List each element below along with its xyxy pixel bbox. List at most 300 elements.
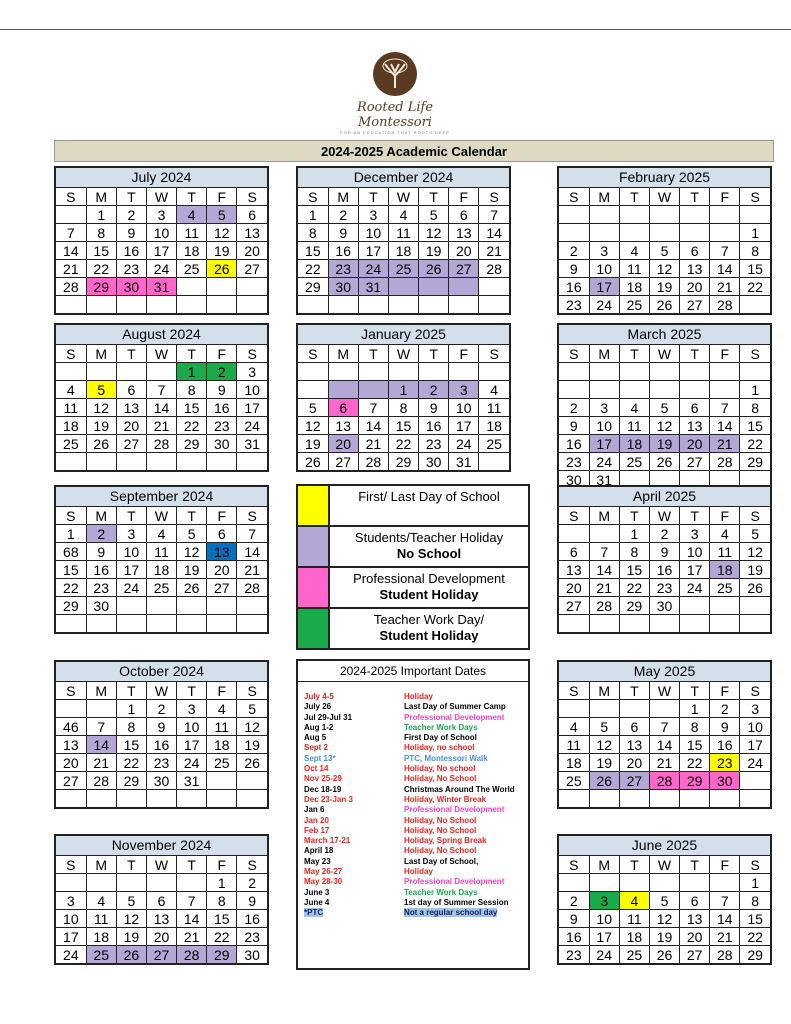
legend-item [298, 527, 528, 568]
day-cell: 19 [116, 928, 146, 946]
month-name: February 2025 [559, 168, 770, 188]
day-cell: 30 [207, 435, 237, 453]
day-cell [619, 363, 649, 381]
day-cell: 18 [619, 278, 649, 296]
weekday-header: T [116, 682, 146, 700]
day-cell [710, 206, 740, 224]
day-cell: 9 [116, 224, 146, 242]
month-mar [557, 323, 772, 490]
day-cell: 22 [388, 435, 418, 453]
day-cell: 7 [479, 206, 509, 224]
top-rule [0, 29, 791, 30]
day-cell [680, 597, 710, 615]
day-cell: 27 [146, 946, 176, 964]
weekday-header: S [298, 188, 328, 206]
important-date-row [304, 764, 528, 774]
logo-name: Rooted Life Montessori [356, 100, 434, 130]
day-cell: 16 [710, 736, 740, 754]
day-cell: 13 [237, 224, 267, 242]
weekday-header: T [177, 507, 207, 525]
day-cell [419, 278, 449, 296]
weekday-header: S [740, 188, 770, 206]
day-cell: 9 [559, 260, 589, 278]
day-cell [146, 453, 176, 471]
day-cell [298, 296, 328, 314]
day-cell [86, 615, 116, 633]
day-cell [589, 615, 619, 633]
legend-swatch [298, 527, 330, 566]
day-cell: 24 [589, 296, 619, 314]
day-cell: 31 [146, 278, 176, 296]
legend-label [330, 527, 528, 566]
day-cell [449, 296, 479, 314]
day-cell: 11 [479, 399, 509, 417]
important-event: Holiday, No School [404, 846, 477, 856]
day-cell: 3 [56, 892, 86, 910]
day-cell: 26 [116, 946, 146, 964]
day-cell: 13 [328, 417, 358, 435]
month-jun [557, 834, 772, 965]
day-cell: 13 [146, 910, 176, 928]
day-cell: 8 [298, 224, 328, 242]
day-cell: 17 [177, 736, 207, 754]
day-cell: 18 [146, 561, 176, 579]
weekday-header: S [298, 345, 328, 363]
day-cell: 20 [680, 435, 710, 453]
day-cell: 17 [116, 561, 146, 579]
day-cell: 22 [680, 754, 710, 772]
day-cell [237, 597, 267, 615]
weekday-header: T [419, 345, 449, 363]
weekday-header: S [740, 682, 770, 700]
day-cell: 5 [740, 525, 770, 543]
day-cell: 20 [116, 417, 146, 435]
important-date: Aug 5 [304, 733, 327, 743]
day-cell: 18 [619, 928, 649, 946]
day-cell [237, 615, 267, 633]
day-cell: 29 [207, 946, 237, 964]
day-cell: 19 [207, 242, 237, 260]
important-date: May 26-27 [304, 867, 343, 877]
day-cell: 23 [328, 260, 358, 278]
important-event: Holiday, Winter Break [404, 794, 487, 804]
month-jul [54, 166, 269, 315]
day-cell [207, 790, 237, 808]
day-cell: 3 [589, 242, 619, 260]
day-cell [740, 772, 770, 790]
day-cell [207, 615, 237, 633]
day-cell: 21 [56, 260, 86, 278]
day-cell: 4 [619, 242, 649, 260]
day-cell: 18 [479, 417, 509, 435]
day-cell: 17 [589, 435, 619, 453]
day-cell: 20 [56, 754, 86, 772]
important-date-row [304, 908, 528, 918]
day-cell: 10 [449, 399, 479, 417]
day-cell: 16 [207, 399, 237, 417]
important-event: Teacher Work Days [404, 887, 478, 897]
day-cell: 3 [116, 525, 146, 543]
day-cell: 12 [649, 260, 679, 278]
day-cell [649, 206, 679, 224]
day-cell [177, 296, 207, 314]
day-cell: 5 [649, 399, 679, 417]
important-date-row [304, 846, 528, 856]
legend-swatch [298, 486, 330, 525]
day-cell: 16 [559, 278, 589, 296]
day-cell: 20 [559, 579, 589, 597]
day-cell: 14 [86, 736, 116, 754]
day-cell: 19 [649, 278, 679, 296]
weekday-header: W [388, 188, 418, 206]
day-cell: 17 [358, 242, 388, 260]
day-cell: 18 [177, 242, 207, 260]
day-cell: 24 [116, 579, 146, 597]
day-cell: 14 [237, 543, 267, 561]
day-cell: 3 [358, 206, 388, 224]
day-cell: 27 [559, 597, 589, 615]
day-cell [559, 700, 589, 718]
day-cell [680, 224, 710, 242]
day-cell: 10 [740, 718, 770, 736]
weekday-header: F [710, 188, 740, 206]
weekday-header: F [207, 345, 237, 363]
weekday-header: S [56, 856, 86, 874]
day-cell: 30 [237, 946, 267, 964]
weekday-header: T [680, 682, 710, 700]
day-cell: 26 [740, 579, 770, 597]
day-cell [619, 381, 649, 399]
important-date-row [304, 888, 528, 898]
day-cell: 21 [146, 417, 176, 435]
weekday-header: S [740, 507, 770, 525]
important-date: May 23 [304, 856, 331, 866]
important-date: Dec 18-19 [304, 784, 342, 794]
weekday-header: T [619, 188, 649, 206]
day-cell: 3 [177, 700, 207, 718]
weekday-header: T [680, 507, 710, 525]
day-cell [328, 296, 358, 314]
weekday-header: S [237, 507, 267, 525]
important-dates-title: 2024-2025 Important Dates [298, 661, 528, 682]
day-cell: 12 [86, 399, 116, 417]
day-cell: 4 [177, 206, 207, 224]
important-date: Jan 6 [304, 805, 325, 815]
day-cell: 9 [237, 892, 267, 910]
legend-line2: Student Holiday [379, 628, 479, 643]
day-cell [177, 615, 207, 633]
day-cell [146, 363, 176, 381]
weekday-header: S [479, 188, 509, 206]
important-date-row [304, 867, 528, 877]
legend-line2: No School [396, 546, 462, 561]
day-cell [589, 874, 619, 892]
weekday-header: W [649, 682, 679, 700]
day-cell [56, 615, 86, 633]
day-cell: 21 [649, 754, 679, 772]
day-cell: 19 [649, 435, 679, 453]
day-cell [449, 278, 479, 296]
day-cell: 2 [419, 381, 449, 399]
day-cell: 9 [419, 399, 449, 417]
day-cell: 17 [740, 736, 770, 754]
day-cell: 27 [116, 435, 146, 453]
day-cell: 1 [177, 363, 207, 381]
day-cell [740, 363, 770, 381]
day-cell: 24 [177, 754, 207, 772]
day-cell: 5 [298, 399, 328, 417]
day-cell [237, 296, 267, 314]
day-cell: 18 [56, 417, 86, 435]
day-cell: 7 [710, 892, 740, 910]
day-cell [86, 790, 116, 808]
day-cell: 15 [619, 561, 649, 579]
day-cell [559, 224, 589, 242]
weekday-header: M [86, 345, 116, 363]
day-cell: 27 [237, 260, 267, 278]
day-cell: 27 [328, 453, 358, 471]
day-cell: 23 [116, 260, 146, 278]
day-cell: 1 [680, 700, 710, 718]
important-event: Holiday, Spring Break [404, 836, 487, 846]
day-cell: 15 [177, 399, 207, 417]
important-date: Feb 17 [304, 825, 330, 835]
weekday-header: T [619, 682, 649, 700]
day-cell: 26 [177, 579, 207, 597]
day-cell: 27 [207, 579, 237, 597]
weekday-header: T [177, 856, 207, 874]
day-cell [56, 874, 86, 892]
weekday-header: W [649, 856, 679, 874]
day-cell: 24 [740, 754, 770, 772]
month-name: July 2024 [56, 168, 267, 188]
day-cell: 2 [559, 399, 589, 417]
month-name: March 2025 [559, 325, 770, 345]
important-event: 1st day of Summer Session [404, 897, 509, 907]
tree-logo-icon [373, 52, 417, 96]
weekday-header: T [680, 188, 710, 206]
day-cell: 18 [388, 242, 418, 260]
day-cell: 8 [619, 543, 649, 561]
day-cell: 8 [177, 381, 207, 399]
day-cell [237, 772, 267, 790]
day-cell: 13 [116, 399, 146, 417]
day-cell [559, 874, 589, 892]
weekday-header: M [86, 507, 116, 525]
day-cell: 8 [740, 399, 770, 417]
day-cell: 6 [680, 399, 710, 417]
day-cell: 29 [177, 435, 207, 453]
day-cell: 29 [740, 453, 770, 471]
day-cell: 4 [86, 892, 116, 910]
day-cell: 1 [740, 874, 770, 892]
day-cell: 3 [589, 892, 619, 910]
day-cell: 15 [56, 561, 86, 579]
day-cell: 2 [559, 242, 589, 260]
weekday-header: T [116, 188, 146, 206]
day-cell: 19 [237, 736, 267, 754]
weekday-header: S [56, 345, 86, 363]
day-cell: 20 [449, 242, 479, 260]
legend-swatch [298, 609, 330, 648]
day-cell: 11 [619, 910, 649, 928]
important-event: PTC, Montessori Walk [404, 753, 488, 763]
day-cell [740, 790, 770, 808]
day-cell: 30 [649, 597, 679, 615]
day-cell [388, 278, 418, 296]
day-cell: 13 [56, 736, 86, 754]
day-cell: 13 [680, 417, 710, 435]
weekday-header: F [449, 188, 479, 206]
weekday-header: M [86, 856, 116, 874]
important-date: Dec 23-Jan 3 [304, 794, 353, 804]
day-cell: 27 [449, 260, 479, 278]
day-cell: 25 [479, 435, 509, 453]
day-cell [479, 296, 509, 314]
weekday-header: S [559, 507, 589, 525]
day-cell: 4 [479, 381, 509, 399]
month-apr [557, 485, 772, 634]
day-cell: 26 [298, 453, 328, 471]
weekday-header: W [649, 188, 679, 206]
month-nov [54, 834, 269, 965]
day-cell: 5 [116, 892, 146, 910]
day-cell: 28 [177, 946, 207, 964]
day-cell: 16 [419, 417, 449, 435]
important-date: July 26 [304, 702, 332, 712]
day-cell: 8 [740, 242, 770, 260]
day-cell: 28 [358, 453, 388, 471]
day-cell: 26 [649, 453, 679, 471]
day-cell: 31 [237, 435, 267, 453]
day-cell: 14 [479, 224, 509, 242]
day-cell: 15 [740, 417, 770, 435]
day-cell [146, 874, 176, 892]
day-cell: 27 [680, 946, 710, 964]
day-cell: 12 [419, 224, 449, 242]
day-cell: 7 [56, 224, 86, 242]
day-cell [86, 296, 116, 314]
important-event: Last Day of Summer Camp [404, 702, 506, 712]
day-cell: 21 [358, 435, 388, 453]
day-cell: 11 [619, 417, 649, 435]
important-date: June 3 [304, 887, 330, 897]
day-cell: 5 [177, 525, 207, 543]
weekday-header: F [710, 345, 740, 363]
day-cell: 2 [649, 525, 679, 543]
weekday-header: F [449, 345, 479, 363]
day-cell [86, 874, 116, 892]
day-cell: 7 [177, 892, 207, 910]
day-cell [619, 700, 649, 718]
important-event: Holiday, No School [404, 774, 477, 784]
day-cell [207, 278, 237, 296]
day-cell [298, 381, 328, 399]
day-cell: 17 [56, 928, 86, 946]
important-date: Oct 14 [304, 764, 329, 774]
day-cell: 8 [207, 892, 237, 910]
day-cell [237, 453, 267, 471]
day-cell: 28 [710, 946, 740, 964]
important-date: Aug 1-2 [304, 722, 334, 732]
day-cell [559, 525, 589, 543]
important-event: Teacher Work Days [404, 722, 478, 732]
weekday-header: F [710, 507, 740, 525]
day-cell: 2 [146, 700, 176, 718]
day-cell [116, 296, 146, 314]
day-cell [710, 224, 740, 242]
day-cell: 12 [740, 543, 770, 561]
weekday-header: W [146, 507, 176, 525]
important-dates-box [296, 659, 530, 970]
day-cell: 1 [740, 224, 770, 242]
day-cell [207, 597, 237, 615]
month-name: April 2025 [559, 487, 770, 507]
day-cell [680, 206, 710, 224]
important-event: Holiday, no school [404, 743, 475, 753]
important-event: Holiday [404, 867, 433, 877]
day-cell: 14 [710, 417, 740, 435]
legend [296, 484, 530, 650]
day-cell: 24 [146, 260, 176, 278]
day-cell: 27 [680, 296, 710, 314]
day-cell: 12 [298, 417, 328, 435]
day-cell: 27 [56, 772, 86, 790]
weekday-header: W [146, 345, 176, 363]
day-cell: 6 [237, 206, 267, 224]
day-cell: 16 [237, 910, 267, 928]
day-cell: 68 [56, 543, 86, 561]
day-cell: 21 [479, 242, 509, 260]
day-cell: 10 [680, 543, 710, 561]
legend-label [330, 486, 528, 525]
day-cell: 30 [419, 453, 449, 471]
day-cell [419, 296, 449, 314]
day-cell: 30 [559, 471, 589, 489]
day-cell [589, 224, 619, 242]
day-cell [146, 615, 176, 633]
day-cell: 9 [710, 718, 740, 736]
day-cell [649, 615, 679, 633]
day-cell: 14 [710, 260, 740, 278]
day-cell: 20 [619, 754, 649, 772]
important-date-row [304, 795, 528, 805]
legend-label [330, 568, 528, 607]
weekday-header: F [710, 856, 740, 874]
weekday-header: S [479, 345, 509, 363]
weekday-header: F [207, 856, 237, 874]
day-cell: 15 [298, 242, 328, 260]
day-cell: 11 [146, 543, 176, 561]
day-cell: 1 [298, 206, 328, 224]
day-cell [298, 363, 328, 381]
day-cell: 22 [177, 417, 207, 435]
day-cell [680, 381, 710, 399]
day-cell: 16 [86, 561, 116, 579]
day-cell: 11 [177, 224, 207, 242]
day-cell: 15 [740, 260, 770, 278]
day-cell: 31 [449, 453, 479, 471]
day-cell: 21 [589, 579, 619, 597]
day-cell [710, 790, 740, 808]
important-date-row [304, 836, 528, 846]
important-date-row [304, 702, 528, 712]
month-name: May 2025 [559, 662, 770, 682]
day-cell: 28 [479, 260, 509, 278]
day-cell: 2 [116, 206, 146, 224]
day-cell: 17 [589, 278, 619, 296]
day-cell [740, 296, 770, 314]
